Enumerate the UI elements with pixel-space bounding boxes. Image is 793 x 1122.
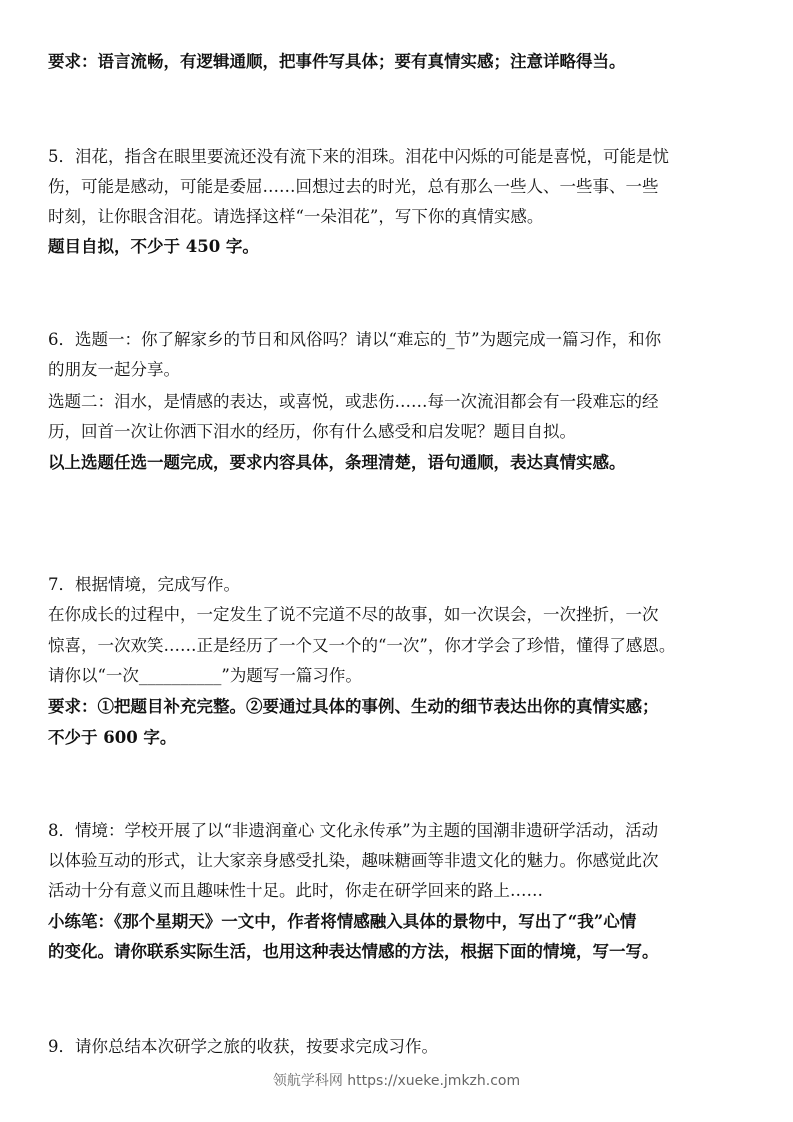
q8-line-3: 活动十分有意义而且趣味性十足。此时，你走在研学回来的路上…… <box>48 881 543 900</box>
q7-line-4: 请你以“一次__________”为题写一篇习作。 <box>48 666 362 685</box>
q9-line-1: 9．请你总结本次研学之旅的收获，按要求完成习作。 <box>48 1037 438 1056</box>
q7-line-1: 7．根据情境，完成写作。 <box>48 575 240 594</box>
q6-line-2: 的朋友一起分享。 <box>48 360 180 379</box>
q5-line-3: 时刻，让你眼含泪花。请选择这样“一朵泪花”，写下你的真情实感。 <box>48 207 544 226</box>
q8-practice-2: 的变化。请你联系实际生活，也用这种表达情感的方法，根据下面的情境，写一写。 <box>48 942 659 961</box>
q4-requirement: 要求：语言流畅，有逻辑通顺，把事件写具体；要有真情实感；注意详略得当。 <box>48 52 626 71</box>
q5-line-1: 5．泪花，指含在眼里要流还没有流下来的泪珠。泪花中闪烁的可能是喜悦，可能是忧 <box>48 147 669 166</box>
q7-line-2: 在你成长的过程中，一定发生了说不完道不尽的故事，如一次误会，一次挫折，一次 <box>48 605 659 624</box>
q8-line-1: 8．情境：学校开展了以“非遗润童心 文化永传承”为主题的国潮非遗研学活动，活动 <box>48 821 659 840</box>
q7-requirement-2: 不少于 600 字。 <box>48 728 177 747</box>
q6-requirement: 以上选题任选一题完成，要求内容具体，条理清楚，语句通顺，表达真情实感。 <box>48 453 626 472</box>
q6-line-1: 6．选题一：你了解家乡的节日和风俗吗？请以“难忘的_节”为题完成一篇习作，和你 <box>48 330 662 349</box>
q6-line-3: 选题二：泪水，是情感的表达，或喜悦，或悲伤……每一次流泪都会有一段难忘的经 <box>48 392 659 411</box>
q5-requirement: 题目自拟，不少于 450 字。 <box>48 237 259 256</box>
page-footer: 领航学科网 https://xueke.jmkzh.com <box>272 1073 521 1089</box>
q6-line-4: 历，回首一次让你洒下泪水的经历，你有什么感受和启发呢？题目自拟。 <box>48 422 576 441</box>
q8-practice-1: 小练笔：《那个星期天》一文中，作者将情感融入具体的景物中，写出了“我”心情 <box>48 912 637 931</box>
q8-line-2: 以体验互动的形式，让大家亲身感受扎染，趣味糖画等非遗文化的魅力。你感觉此次 <box>48 851 659 870</box>
q5-line-2: 伤，可能是感动，可能是委屈……回想过去的时光，总有那么一些人、一些事、一些 <box>48 177 659 196</box>
q7-line-3: 惊喜，一次欢笑……正是经历了一个又一个的“一次”，你才学会了珍惜，懂得了感恩。 <box>48 636 676 655</box>
q7-requirement-1: 要求：①把题目补充完整。②要通过具体的事例、生动的细节表达出你的真情实感； <box>48 697 659 716</box>
